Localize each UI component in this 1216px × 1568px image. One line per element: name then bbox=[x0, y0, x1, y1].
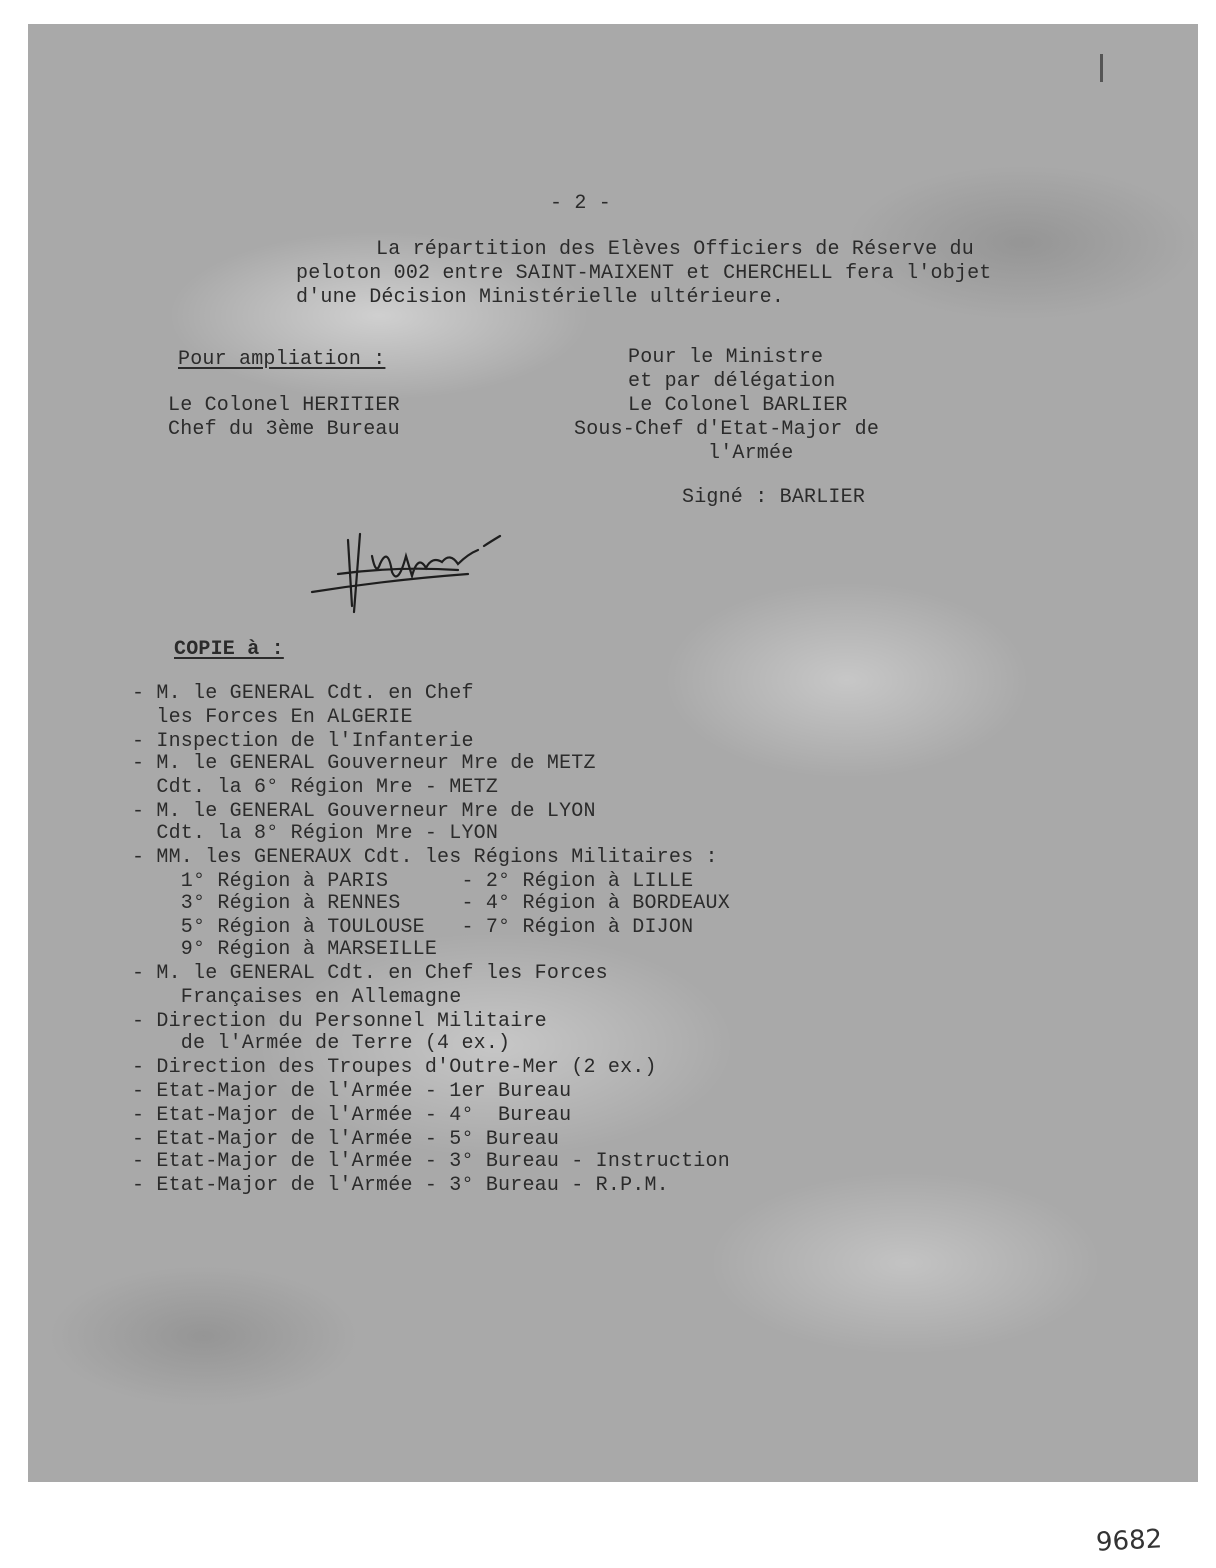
body-line-3: d'une Décision Ministérielle ultérieure. bbox=[296, 286, 785, 309]
copy-line-14: Françaises en Allemagne bbox=[132, 986, 462, 1009]
left-line-2: Chef du 3ème Bureau bbox=[168, 418, 400, 441]
copy-line-8: - MM. les GENERAUX Cdt. les Régions Militaires : bbox=[132, 846, 718, 869]
copy-line-21: - Etat-Major de l'Armée - 3° Bureau - Instruction bbox=[132, 1150, 730, 1173]
copy-line-18: - Etat-Major de l'Armée - 1er Bureau bbox=[132, 1080, 572, 1103]
copy-line-20: - Etat-Major de l'Armée - 5° Bureau bbox=[132, 1128, 560, 1151]
right-line-2: et par délégation bbox=[628, 370, 836, 393]
ampliation-heading: Pour ampliation : bbox=[178, 348, 386, 371]
copy-line-9: 1° Région à PARIS - 2° Région à LILLE bbox=[132, 870, 694, 893]
copy-line-10: 3° Région à RENNES - 4° Région à BORDEAUX bbox=[132, 892, 730, 915]
copy-line-5: Cdt. la 6° Région Mre - METZ bbox=[132, 776, 499, 799]
left-line-1: Le Colonel HERITIER bbox=[168, 394, 400, 417]
right-line-1: Pour le Ministre bbox=[628, 346, 824, 369]
body-line-2: peloton 002 entre SAINT-MAIXENT et CHERCHELL fera l'objet bbox=[296, 262, 992, 285]
copy-line-17: - Direction des Troupes d'Outre-Mer (2 ex.) bbox=[132, 1056, 657, 1079]
copy-line-22: - Etat-Major de l'Armée - 3° Bureau - R.P.M. bbox=[132, 1174, 669, 1197]
right-line-3: Le Colonel BARLIER bbox=[628, 394, 848, 417]
document-sheet bbox=[28, 24, 1198, 1482]
copy-line-11: 5° Région à TOULOUSE - 7° Région à DIJON bbox=[132, 916, 694, 939]
copy-line-15: - Direction du Personnel Militaire bbox=[132, 1010, 547, 1033]
body-line-1: La répartition des Elèves Officiers de Réserve du bbox=[376, 238, 974, 261]
copy-line-4: - M. le GENERAL Gouverneur Mre de METZ bbox=[132, 752, 596, 775]
right-line-5: l'Armée bbox=[708, 442, 794, 465]
copy-line-6: - M. le GENERAL Gouverneur Mre de LYON bbox=[132, 800, 596, 823]
handwritten-page-number: 9682 bbox=[1095, 1524, 1163, 1558]
copy-line-1: - M. le GENERAL Cdt. en Chef bbox=[132, 682, 474, 705]
margin-mark bbox=[1100, 54, 1103, 82]
copy-line-12: 9° Région à MARSEILLE bbox=[132, 938, 438, 961]
page-label: - 2 - bbox=[550, 192, 612, 215]
copy-line-19: - Etat-Major de l'Armée - 4° Bureau bbox=[132, 1104, 572, 1127]
copy-line-7: Cdt. la 8° Région Mre - LYON bbox=[132, 822, 499, 845]
copy-line-3: - Inspection de l'Infanterie bbox=[132, 730, 474, 753]
copy-line-16: de l'Armée de Terre (4 ex.) bbox=[132, 1032, 511, 1055]
right-line-4: Sous-Chef d'Etat-Major de bbox=[574, 418, 880, 441]
copie-heading: COPIE à : bbox=[174, 638, 284, 661]
signed-line: Signé : BARLIER bbox=[682, 486, 866, 509]
copy-line-2: les Forces En ALGERIE bbox=[132, 706, 413, 729]
handwritten-signature bbox=[308, 516, 568, 616]
copy-line-13: - M. le GENERAL Cdt. en Chef les Forces bbox=[132, 962, 608, 985]
